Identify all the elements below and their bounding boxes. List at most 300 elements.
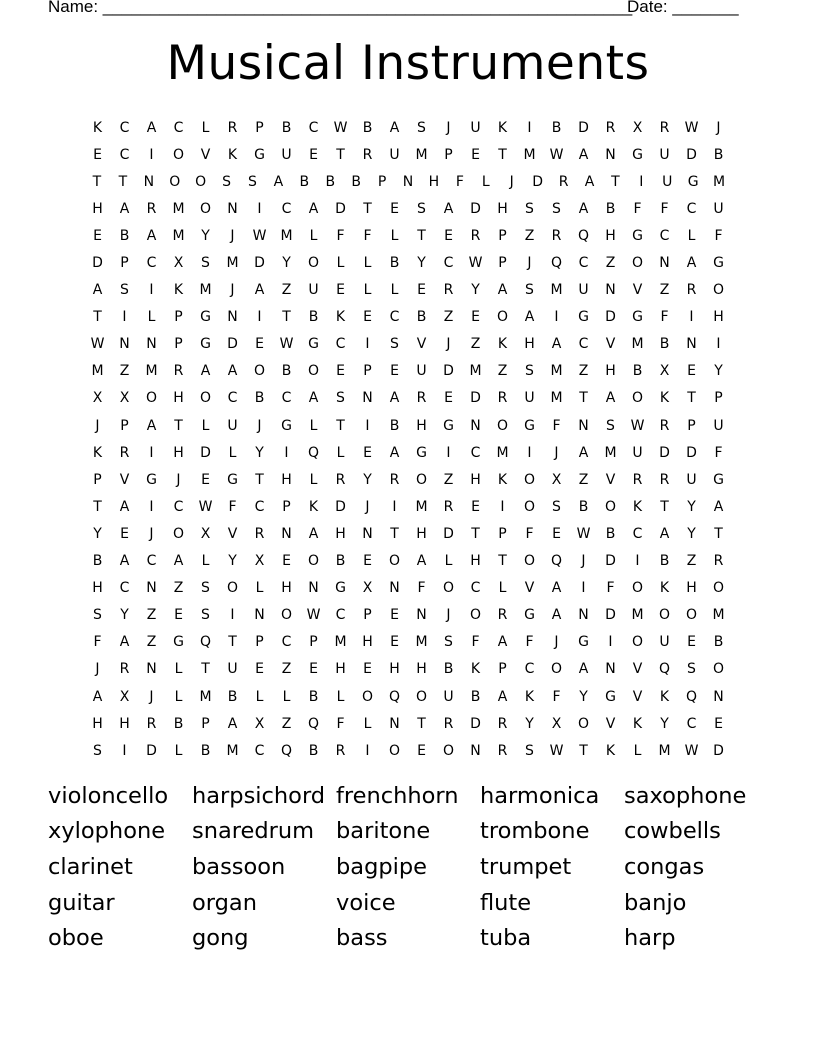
grid-letter: J <box>365 498 370 515</box>
grid-letter: A <box>659 525 670 542</box>
grid-letter: H <box>605 363 616 380</box>
grid-letter: M <box>713 173 726 190</box>
grid-letter: R <box>632 471 643 488</box>
grid-row <box>84 548 732 575</box>
grid-letter: G <box>687 173 699 190</box>
grid-letter: O <box>361 688 374 705</box>
grid-letter: U <box>713 417 724 434</box>
grid-letter: J <box>230 227 235 244</box>
grid-letter: C <box>659 227 670 244</box>
grid-letter: H <box>281 471 292 488</box>
grid-letter: W <box>684 119 699 136</box>
grid-letter: Y <box>687 498 696 515</box>
grid-letter: D <box>470 200 481 217</box>
grid-letter: N <box>281 525 292 542</box>
grid-letter: Z <box>173 580 184 597</box>
grid-letter: O <box>712 661 725 678</box>
grid-letter: Z <box>659 282 670 299</box>
grid-letter: O <box>388 553 401 570</box>
grid-letter: G <box>254 146 265 163</box>
grid-letter: K <box>659 580 670 597</box>
grid-letter: U <box>632 444 643 461</box>
grid-letter: L <box>174 742 183 759</box>
grid-letter: U <box>443 688 454 705</box>
grid-letter: N <box>308 580 319 597</box>
grid-letter: E <box>255 336 264 353</box>
word-bank-item: snaredrum <box>192 818 315 845</box>
grid-row <box>84 358 732 385</box>
grid-letter: A <box>119 553 130 570</box>
grid-letter: H <box>524 336 535 353</box>
grid-letter: I <box>635 553 640 570</box>
grid-letter: L <box>444 553 453 570</box>
grid-letter: G <box>200 309 211 326</box>
grid-letter: A <box>578 661 589 678</box>
grid-letter: I <box>527 444 532 461</box>
grid-letter: V <box>605 336 616 353</box>
grid-letter: P <box>93 471 102 488</box>
grid-letter: L <box>201 553 210 570</box>
grid-letter: I <box>149 444 154 461</box>
grid-letter: P <box>255 119 264 136</box>
word-bank-item: oboe <box>48 925 104 952</box>
grid-letter: B <box>308 688 319 705</box>
grid-letter: A <box>578 146 589 163</box>
grid-letter: C <box>173 498 184 515</box>
word-bank-item: trombone <box>480 818 590 845</box>
grid-letter: I <box>716 336 721 353</box>
grid-letter: B <box>362 119 373 136</box>
grid-letter: Z <box>281 282 292 299</box>
grid-letter: G <box>416 444 427 461</box>
grid-letter: P <box>498 661 507 678</box>
grid-letter: S <box>525 200 534 217</box>
grid-letter: H <box>389 661 400 678</box>
grid-letter: A <box>389 444 400 461</box>
grid-letter: S <box>417 200 426 217</box>
grid-letter: B <box>389 255 400 272</box>
grid-letter: T <box>92 173 102 190</box>
grid-letter: L <box>687 227 696 244</box>
grid-letter: B <box>605 200 616 217</box>
grid-letter: Y <box>660 715 669 732</box>
grid-letter: Y <box>201 227 210 244</box>
grid-letter: N <box>402 173 414 190</box>
grid-letter: M <box>280 227 293 244</box>
grid-letter: U <box>659 634 670 651</box>
grid-letter: R <box>659 417 670 434</box>
grid-letter: I <box>554 309 559 326</box>
grid-letter: A <box>92 688 103 705</box>
grid-letter: A <box>173 553 184 570</box>
grid-letter: M <box>631 607 644 624</box>
grid-letter: U <box>578 282 589 299</box>
grid-letter: P <box>377 173 387 190</box>
grid-letter: T <box>417 715 426 732</box>
grid-letter: I <box>149 146 154 163</box>
grid-letter: G <box>524 417 535 434</box>
grid-letter: L <box>201 417 210 434</box>
grid-letter: I <box>122 309 127 326</box>
word-bank <box>48 778 768 956</box>
grid-letter: D <box>200 444 211 461</box>
grid-letter: N <box>362 390 373 407</box>
grid-letter: P <box>363 607 372 624</box>
word-bank-item: harmonica <box>480 782 600 809</box>
grid-letter: E <box>93 227 102 244</box>
grid-letter: U <box>389 146 400 163</box>
grid-row <box>84 602 732 629</box>
grid-letter: N <box>143 173 155 190</box>
grid-row <box>84 737 732 764</box>
grid-letter: M <box>550 390 563 407</box>
grid-letter: D <box>227 336 238 353</box>
grid-letter: Z <box>686 553 697 570</box>
grid-letter: H <box>416 417 427 434</box>
grid-letter: O <box>685 607 698 624</box>
grid-letter: Y <box>714 363 723 380</box>
grid-letter: M <box>226 742 239 759</box>
word-bank-item: bass <box>336 925 388 952</box>
grid-row <box>84 168 732 195</box>
grid-letter: B <box>578 498 589 515</box>
grid-letter: O <box>199 200 212 217</box>
grid-letter: Q <box>658 661 671 678</box>
grid-letter: U <box>227 661 238 678</box>
grid-letter: Y <box>93 525 102 542</box>
grid-letter: R <box>686 282 697 299</box>
grid-letter: S <box>93 607 102 624</box>
grid-letter: O <box>172 525 185 542</box>
grid-letter: J <box>257 417 262 434</box>
grid-letter: S <box>525 363 534 380</box>
grid-letter: E <box>471 498 480 515</box>
grid-row <box>84 629 732 656</box>
grid-letter: R <box>659 471 670 488</box>
grid-letter: G <box>200 336 211 353</box>
grid-letter: O <box>496 309 509 326</box>
grid-letter: O <box>631 580 644 597</box>
grid-letter: O <box>523 498 536 515</box>
grid-letter: N <box>578 607 589 624</box>
grid-letter: R <box>497 742 508 759</box>
grid-letter: J <box>95 661 100 678</box>
grid-letter: M <box>91 363 104 380</box>
grid-letter: S <box>552 200 561 217</box>
grid-letter: D <box>335 200 346 217</box>
grid-letter: A <box>308 200 319 217</box>
grid-letter: G <box>578 634 589 651</box>
grid-letter: F <box>336 715 345 732</box>
grid-letter: S <box>201 580 210 597</box>
grid-letter: F <box>714 444 723 461</box>
grid-letter: U <box>416 363 427 380</box>
grid-letter: M <box>550 282 563 299</box>
grid-letter: I <box>257 309 262 326</box>
grid-letter: S <box>222 173 232 190</box>
grid-letter: A <box>389 390 400 407</box>
grid-letter: L <box>363 715 372 732</box>
grid-letter: W <box>549 146 564 163</box>
grid-letter: C <box>524 661 535 678</box>
grid-letter: N <box>686 336 697 353</box>
grid-letter: J <box>446 607 451 624</box>
grid-letter: T <box>498 553 507 570</box>
grid-letter: C <box>281 634 292 651</box>
word-bank-row <box>48 778 768 814</box>
grid-letter: N <box>578 417 589 434</box>
grid-letter: E <box>363 309 372 326</box>
grid-letter: W <box>549 742 564 759</box>
grid-letter: X <box>254 553 265 570</box>
grid-letter: A <box>416 553 427 570</box>
grid-row <box>84 304 732 331</box>
grid-letter: N <box>146 336 157 353</box>
grid-letter: D <box>470 715 481 732</box>
grid-letter: K <box>605 742 616 759</box>
grid-letter: B <box>119 227 130 244</box>
word-search-grid <box>84 114 732 764</box>
grid-letter: B <box>389 417 400 434</box>
grid-letter: R <box>558 173 569 190</box>
grid-letter: T <box>282 309 291 326</box>
grid-letter: U <box>308 282 319 299</box>
grid-letter: M <box>172 227 185 244</box>
grid-letter: A <box>605 390 616 407</box>
grid-letter: P <box>174 336 183 353</box>
grid-letter: L <box>390 227 399 244</box>
grid-letter: B <box>92 553 103 570</box>
grid-letter: T <box>498 146 507 163</box>
grid-row <box>84 277 732 304</box>
grid-letter: T <box>611 173 620 190</box>
grid-letter: Q <box>307 444 320 461</box>
grid-letter: E <box>309 661 318 678</box>
grid-letter: O <box>712 282 725 299</box>
grid-letter: J <box>581 553 586 570</box>
grid-letter: O <box>631 255 644 272</box>
grid-letter: Z <box>281 661 292 678</box>
grid-letter: A <box>308 390 319 407</box>
grid-letter: M <box>523 146 536 163</box>
grid-letter: I <box>149 282 154 299</box>
grid-letter: S <box>390 336 399 353</box>
grid-letter: O <box>442 580 455 597</box>
grid-letter: B <box>308 309 319 326</box>
grid-row <box>84 249 732 276</box>
grid-letter: A <box>146 119 157 136</box>
grid-letter: R <box>497 607 508 624</box>
grid-letter: N <box>713 688 724 705</box>
grid-letter: L <box>336 255 345 272</box>
grid-letter: C <box>578 255 589 272</box>
word-bank-row <box>48 885 768 921</box>
grid-letter: I <box>446 444 451 461</box>
grid-letter: J <box>95 417 100 434</box>
grid-letter: X <box>254 715 265 732</box>
grid-letter: W <box>198 498 213 515</box>
grid-letter: N <box>119 336 130 353</box>
grid-letter: F <box>228 498 237 515</box>
grid-letter: P <box>363 363 372 380</box>
grid-letter: S <box>201 255 210 272</box>
grid-letter: L <box>390 282 399 299</box>
grid-row <box>84 710 732 737</box>
grid-letter: P <box>444 146 453 163</box>
grid-letter: B <box>551 119 562 136</box>
word-bank-item: flute <box>480 889 532 916</box>
grid-letter: V <box>227 525 238 542</box>
grid-letter: A <box>146 227 157 244</box>
grid-letter: E <box>336 282 345 299</box>
grid-letter: T <box>228 634 237 651</box>
grid-letter: N <box>605 146 616 163</box>
grid-row <box>84 493 732 520</box>
grid-letter: L <box>255 580 264 597</box>
grid-letter: C <box>146 255 157 272</box>
grid-letter: N <box>362 525 373 542</box>
grid-letter: O <box>604 498 617 515</box>
grid-letter: H <box>605 227 616 244</box>
grid-letter: F <box>363 227 372 244</box>
grid-letter: A <box>551 336 562 353</box>
grid-letter: R <box>146 715 157 732</box>
grid-letter: D <box>443 525 454 542</box>
word-bank-item: guitar <box>48 889 115 916</box>
grid-letter: I <box>365 742 370 759</box>
grid-letter: H <box>470 471 481 488</box>
grid-letter: N <box>416 607 427 624</box>
grid-letter: K <box>92 444 103 461</box>
grid-letter: H <box>119 715 130 732</box>
grid-letter: A <box>443 200 454 217</box>
grid-letter: Y <box>255 444 264 461</box>
grid-letter: I <box>284 444 289 461</box>
grid-letter: K <box>659 390 670 407</box>
grid-letter: Z <box>578 471 589 488</box>
grid-letter: A <box>578 200 589 217</box>
grid-letter: Z <box>605 255 616 272</box>
grid-letter: K <box>497 336 508 353</box>
grid-letter: H <box>335 525 346 542</box>
grid-letter: C <box>335 607 346 624</box>
grid-letter: L <box>309 227 318 244</box>
grid-letter: Q <box>280 742 293 759</box>
grid-letter: T <box>687 390 696 407</box>
grid-letter: G <box>146 471 157 488</box>
grid-letter: O <box>388 742 401 759</box>
grid-letter: R <box>119 444 130 461</box>
grid-letter: D <box>686 444 697 461</box>
grid-letter: O <box>550 661 563 678</box>
word-bank-row <box>48 849 768 885</box>
grid-letter: K <box>227 146 238 163</box>
grid-letter: E <box>201 471 210 488</box>
grid-letter: E <box>714 715 723 732</box>
grid-row <box>84 575 732 602</box>
grid-letter: Z <box>443 471 454 488</box>
grid-letter: P <box>309 634 318 651</box>
grid-letter: G <box>605 688 616 705</box>
word-bank-item: xylophone <box>48 818 166 845</box>
grid-letter: L <box>228 444 237 461</box>
grid-letter: T <box>363 200 372 217</box>
grid-letter: P <box>282 498 291 515</box>
grid-letter: P <box>174 309 183 326</box>
grid-letter: U <box>662 173 673 190</box>
grid-letter: L <box>282 688 291 705</box>
grid-letter: G <box>281 417 292 434</box>
grid-letter: F <box>417 580 426 597</box>
grid-letter: O <box>307 255 320 272</box>
grid-letter: O <box>226 580 239 597</box>
grid-letter: D <box>578 119 589 136</box>
grid-letter: C <box>146 553 157 570</box>
grid-letter: L <box>336 688 345 705</box>
grid-letter: M <box>712 607 725 624</box>
grid-letter: S <box>525 282 534 299</box>
grid-letter: S <box>248 173 257 190</box>
grid-letter: W <box>576 525 591 542</box>
grid-letter: U <box>686 471 697 488</box>
grid-letter: G <box>632 227 643 244</box>
grid-letter: E <box>309 146 318 163</box>
grid-letter: P <box>255 634 264 651</box>
word-bank-item: gong <box>192 925 249 952</box>
grid-letter: M <box>334 634 347 651</box>
grid-letter: Y <box>120 607 129 624</box>
grid-letter: O <box>577 715 590 732</box>
grid-letter: F <box>455 173 464 190</box>
grid-letter: J <box>527 255 532 272</box>
grid-letter: L <box>147 309 156 326</box>
grid-letter: R <box>173 363 184 380</box>
grid-letter: C <box>281 200 292 217</box>
grid-letter: A <box>273 173 284 190</box>
grid-letter: A <box>254 282 265 299</box>
grid-letter: I <box>257 200 262 217</box>
grid-letter: I <box>581 580 586 597</box>
grid-letter: D <box>443 363 454 380</box>
grid-letter: H <box>497 200 508 217</box>
grid-letter: T <box>390 525 399 542</box>
grid-letter: J <box>509 173 514 190</box>
grid-letter: B <box>659 553 670 570</box>
grid-letter: B <box>335 553 346 570</box>
grid-letter: E <box>390 200 399 217</box>
grid-letter: H <box>173 390 184 407</box>
grid-letter: F <box>552 417 561 434</box>
grid-letter: C <box>119 146 130 163</box>
grid-letter: N <box>146 580 157 597</box>
grid-letter: A <box>578 444 589 461</box>
grid-letter: N <box>389 715 400 732</box>
grid-letter: A <box>551 607 562 624</box>
grid-letter: O <box>469 607 482 624</box>
grid-letter: Z <box>524 227 535 244</box>
grid-letter: L <box>363 282 372 299</box>
grid-letter: M <box>496 444 509 461</box>
grid-letter: F <box>525 634 534 651</box>
grid-letter: C <box>470 580 481 597</box>
grid-letter: J <box>446 119 451 136</box>
grid-letter: B <box>470 688 481 705</box>
grid-letter: T <box>118 173 128 190</box>
grid-letter: M <box>172 200 185 217</box>
grid-letter: E <box>363 553 372 570</box>
grid-row <box>84 466 732 493</box>
grid-letter: O <box>307 363 320 380</box>
